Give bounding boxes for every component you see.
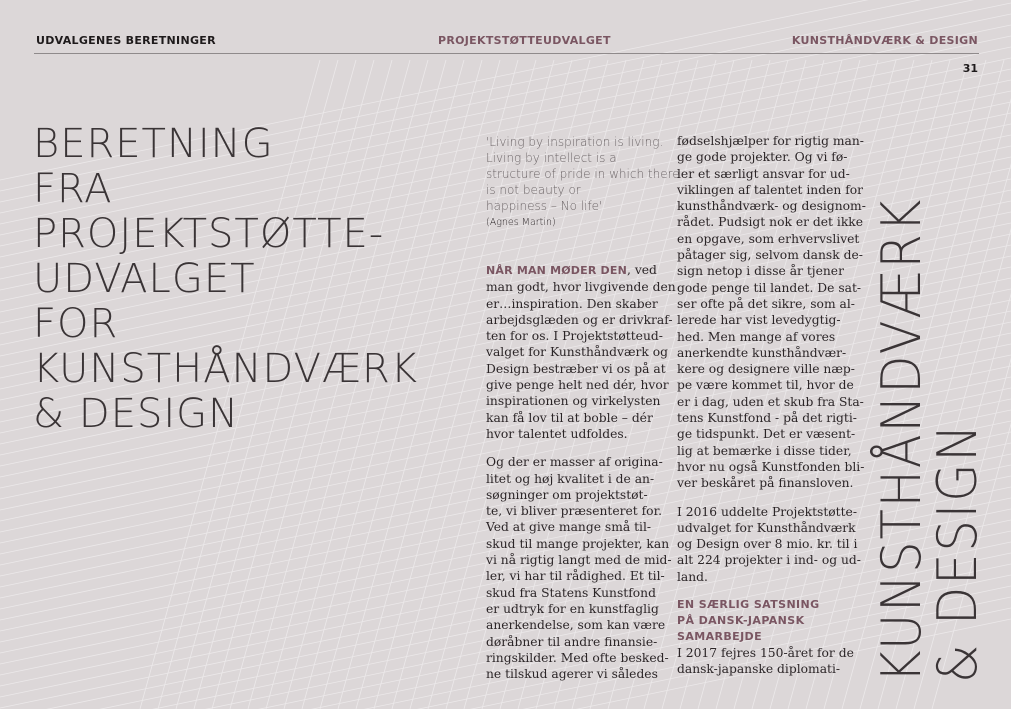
paragraph-line: NÅR MAN MØDER DEN, ved <box>486 263 657 277</box>
paragraph-line: valget for Kunsthåndværk og <box>486 345 669 360</box>
paragraph-line: land. <box>677 569 708 584</box>
paragraph-line: litet og høj kvalitet i de an- <box>486 471 655 486</box>
paragraph-line: er i dag, uden et skub fra Sta- <box>677 394 864 409</box>
section-header-center: PROJEKTSTØTTEUDVALGET <box>438 34 611 47</box>
title-line: BERETNING <box>33 121 274 167</box>
paragraph-line: er udtryk for en kunstfaglig <box>486 601 659 616</box>
section-header-right: KUNSTHÅNDVÆRK & DESIGN <box>791 34 978 47</box>
page-title <box>33 122 418 437</box>
paragraph-line: vi nå rigtig langt med de mid- <box>486 553 672 568</box>
paragraph-line: ne tilskud agerer vi således <box>486 667 658 682</box>
title-line: PROJEKTSTØTTE- <box>33 211 385 257</box>
body-column-2 <box>677 133 866 690</box>
section-header-left: UDVALGENES BERETNINGER <box>36 34 216 47</box>
paragraph-line: ge gode projekter. Og vi fø- <box>677 150 848 165</box>
lead-in: NÅR MAN MØDER DEN <box>486 264 628 277</box>
paragraph-line: og Design over 8 mio. kr. til i <box>677 537 858 552</box>
paragraph-line: ge tidspunkt. Det er væsent- <box>677 427 856 442</box>
paragraph-line: give penge helt ned dér, hvor <box>486 378 669 393</box>
paragraph-line: påtager sig, selvom dansk de- <box>677 248 863 263</box>
paragraph-line: tens Kunstfond - på det rigti- <box>677 411 857 426</box>
paragraph-line: døråbner til andre finansie- <box>486 634 658 649</box>
epigraph-quote <box>486 134 680 231</box>
paragraph-line: anerkendte kunsthåndvær- <box>677 345 847 360</box>
vertical-title-line: & DESIGN <box>926 422 989 683</box>
paragraph-line: ver beskåret på finansloven. <box>677 476 854 491</box>
paragraph-line: fødselshjælper for rigtig man- <box>677 134 864 148</box>
quote-line: Living by intellect is a <box>486 151 617 165</box>
paragraph-line: hed. Men mange af vores <box>677 329 836 344</box>
paragraph-line: rådet. Pudsigt nok er det ikke <box>677 215 864 230</box>
vertical-title-text <box>870 197 989 683</box>
title-line: FRA <box>33 166 113 212</box>
paragraph-line: pe være kommet til, hvor de <box>677 378 854 393</box>
paragraph-line: I 2016 uddelte Projektstøtte- <box>677 504 857 519</box>
paragraph-line: gode penge til landet. De sat- <box>677 280 862 295</box>
paragraph-line: lerede har vist levedygtig- <box>677 313 841 328</box>
quote-line: happiness – No life' <box>486 199 603 213</box>
paragraph-line: arbejdsglæden og er drivkraf- <box>486 312 673 327</box>
paragraph-line: skud fra Statens Kunstfond <box>486 585 656 600</box>
paragraph-line: ringskilder. Med ofte besked- <box>486 650 669 665</box>
paragraph-line: udvalget for Kunsthåndværk <box>677 520 856 535</box>
paragraph-line: I 2017 fejres 150-året for de <box>677 646 854 661</box>
subheading-line: SAMARBEJDE <box>677 630 763 644</box>
paragraph-line: Ved at give mange små til- <box>486 520 652 535</box>
paragraph-line: anerkendelse, som kan være <box>486 618 666 633</box>
paragraph-line: ten for os. I Projektstøtteud- <box>486 329 663 344</box>
header-divider <box>34 53 979 54</box>
subheading-line: EN SÆRLIG SATSNING <box>677 598 820 612</box>
paragraph-line: man godt, hvor livgivende den <box>486 280 676 295</box>
paragraph-line: hvor talentet udfoldes. <box>486 426 628 441</box>
paragraph-line: sign netop i disse år tjener <box>677 264 844 279</box>
paragraph-line: inspirationen og virkelysten <box>486 394 661 409</box>
paragraph-line: en opgave, som erhvervslivet <box>677 231 860 246</box>
paragraph <box>677 133 866 492</box>
paragraph-line: er…inspiration. Den skaber <box>486 296 658 311</box>
paragraph-line: lig at bemærke i disse tider, <box>677 443 852 458</box>
paragraph-line: dansk-japanske diplomati- <box>677 662 841 677</box>
quote-line: is not beauty or <box>486 183 581 197</box>
title-line: & DESIGN <box>33 391 240 437</box>
paragraph-line: skud til mange projekter, kan <box>486 536 670 551</box>
paragraph-line: te, vi bliver præsenteret for. <box>486 504 663 519</box>
body-column-1 <box>486 262 676 694</box>
paragraph-line: Og der er masser af origina- <box>486 455 663 470</box>
paragraph-line: kunsthåndværk- og designom- <box>677 199 866 214</box>
page-number: 31 <box>962 62 978 75</box>
paragraph <box>677 504 861 585</box>
quote-line: structure of pride in which there <box>486 167 680 181</box>
paragraph-line: kan få lov til at boble – dér <box>486 410 653 425</box>
paragraph-line: kere og designere ville næp- <box>677 362 855 377</box>
paragraph <box>677 645 855 678</box>
paragraph-line: viklingen af talentet inden for <box>677 182 864 197</box>
subheading-line: PÅ DANSK-JAPANSK <box>677 614 805 628</box>
paragraph-line: søgninger om projektstøt- <box>486 487 648 502</box>
quote-author: (Agnes Martin) <box>486 217 556 228</box>
paragraph-line: Design bestræber vi os på at <box>486 361 666 376</box>
paragraph-line: ler, vi har til rådighed. Et til- <box>486 569 665 584</box>
vertical-title-line: KUNSTHÅNDVÆRK <box>870 197 933 683</box>
vertical-title <box>870 195 989 685</box>
section-subheading <box>677 597 855 645</box>
title-line: KUNSTHÅNDVÆRK <box>33 346 418 392</box>
paragraph-line: ler et særligt ansvar for ud- <box>677 166 850 181</box>
paragraph-line: alt 224 projekter i ind- og ud- <box>677 553 861 568</box>
paragraph <box>486 262 676 442</box>
title-line: FOR <box>33 301 119 347</box>
paragraph-line: ser ofte på det sikre, som al- <box>677 296 855 311</box>
paragraph-line: hvor nu også Kunstfonden bli- <box>677 459 865 474</box>
quote-line: 'Living by inspiration is living. <box>486 135 664 149</box>
paragraph <box>486 454 672 682</box>
title-line: UDVALGET <box>33 256 256 302</box>
